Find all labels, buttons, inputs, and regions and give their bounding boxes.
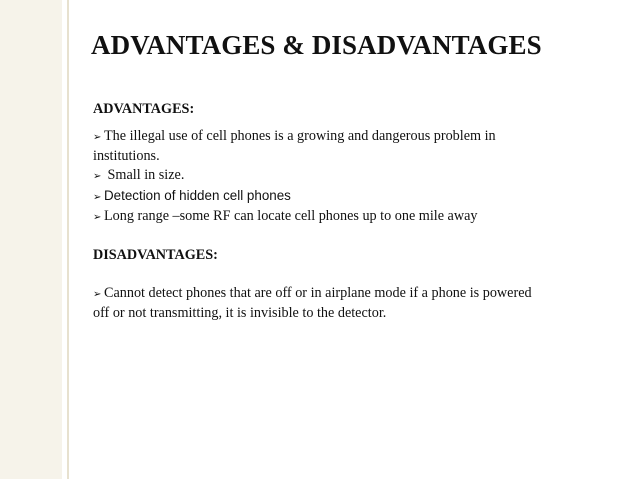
disadvantage-text: Cannot detect phones that are off or in airplane mode if a phone is powered bbox=[104, 285, 532, 301]
disadvantage-item-1 bbox=[93, 284, 613, 304]
slide-title: ADVANTAGES & DISADVANTAGES bbox=[91, 30, 542, 60]
advantage-text-continued: institutions. bbox=[93, 148, 160, 164]
spacer bbox=[93, 227, 613, 246]
advantage-text: Small in size. bbox=[104, 167, 185, 183]
advantage-text: Long range –some RF can locate cell phones up to one mile away bbox=[104, 208, 478, 224]
advantages-heading: ADVANTAGES: bbox=[93, 101, 195, 117]
arrow-bullet-icon: ➢ bbox=[93, 212, 102, 223]
advantage-item-1 bbox=[93, 127, 613, 147]
slide-left-rule bbox=[67, 0, 69, 479]
advantage-item-4 bbox=[93, 207, 613, 227]
disadvantage-item-1-continued bbox=[93, 304, 613, 323]
advantage-text: Detection of hidden cell phones bbox=[104, 188, 291, 203]
disadvantages-heading: DISADVANTAGES: bbox=[93, 247, 218, 263]
arrow-bullet-icon: ➢ bbox=[93, 192, 102, 203]
slide-body bbox=[93, 100, 613, 323]
spacer bbox=[93, 265, 613, 284]
slide-left-band bbox=[0, 0, 62, 479]
arrow-bullet-icon: ➢ bbox=[93, 171, 102, 182]
advantage-text: The illegal use of cell phones is a growing and dangerous problem in bbox=[104, 128, 496, 144]
advantage-item-3 bbox=[93, 186, 613, 207]
arrow-bullet-icon: ➢ bbox=[93, 132, 102, 143]
disadvantage-text-continued: off or not transmitting, it is invisible to the detector. bbox=[93, 305, 387, 321]
advantage-item-2 bbox=[93, 166, 613, 186]
arrow-bullet-icon: ➢ bbox=[93, 289, 102, 300]
advantage-item-1-continued bbox=[93, 147, 613, 166]
spacer bbox=[93, 119, 613, 127]
